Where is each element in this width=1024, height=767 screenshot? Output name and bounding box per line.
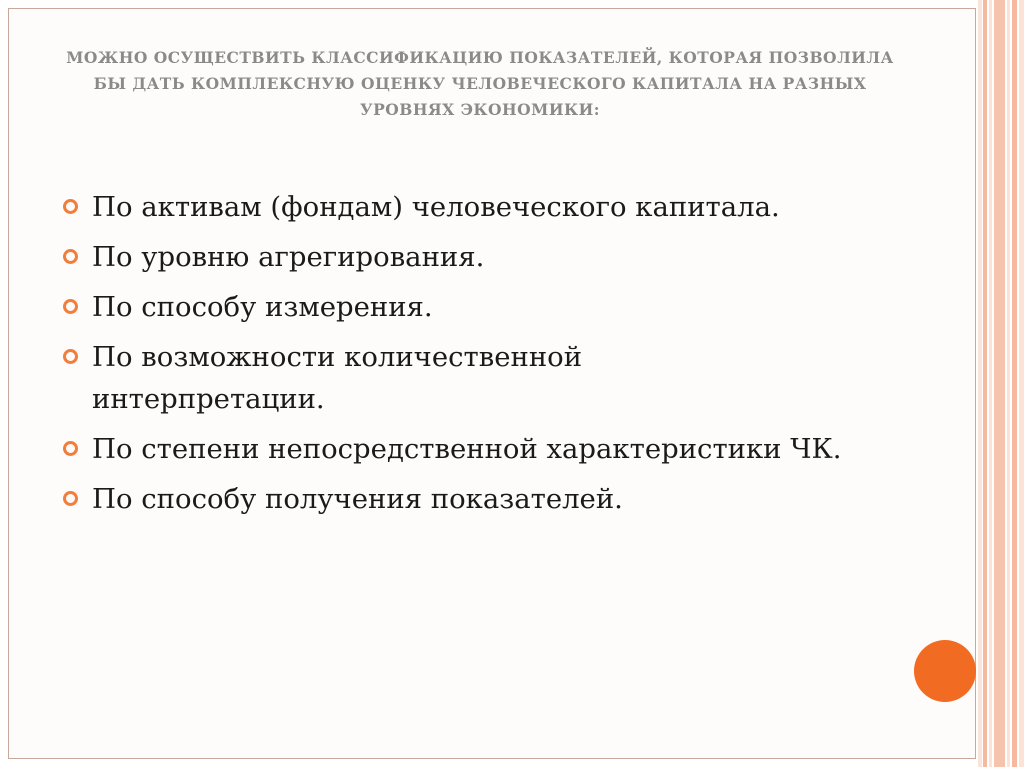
ring-bullet-icon [63,299,78,314]
ring-bullet-icon [63,349,78,364]
stripe [983,0,987,767]
list-item [62,186,922,228]
bullet-list [62,186,922,528]
ring-bullet-icon [63,491,78,506]
stripe [1007,0,1010,767]
list-item [62,428,892,470]
orange-circle [914,640,976,702]
list-item [62,336,712,420]
list-item [62,478,922,520]
bullet-text: По уровню агрегирования. [92,241,485,273]
bullet-text: По возможности количественной интерпретации. [92,341,583,415]
list-item [62,286,922,328]
stripe [994,0,1005,767]
stripe [1019,0,1024,767]
stripe [989,0,992,767]
stripe [978,0,982,767]
ring-bullet-icon [63,249,78,264]
bullet-text: По способу измерения. [92,291,433,323]
bullet-text: По способу получения показателей. [92,483,623,515]
decorative-stripes [976,0,1024,767]
bullet-text: По степени непосредственной характеристики ЧК. [92,433,842,465]
ring-bullet-icon [63,441,78,456]
list-item [62,236,922,278]
bullet-text: По активам (фондам) человеческого капитала. [92,191,780,223]
ring-bullet-icon [63,199,78,214]
slide-title: МОЖНО ОСУЩЕСТВИТЬ КЛАССИФИКАЦИЮ ПОКАЗАТЕЛЕЙ, КОТОРАЯ ПОЗВОЛИЛА БЫ ДАТЬ КОМПЛЕКСНУЮ ОЦЕНКУ ЧЕЛОВЕЧЕСКОГО КАПИТАЛА НА РАЗНЫХ УРОВНЯХ ЭКОНОМИКИ: [66,48,894,119]
stripe [1012,0,1017,767]
